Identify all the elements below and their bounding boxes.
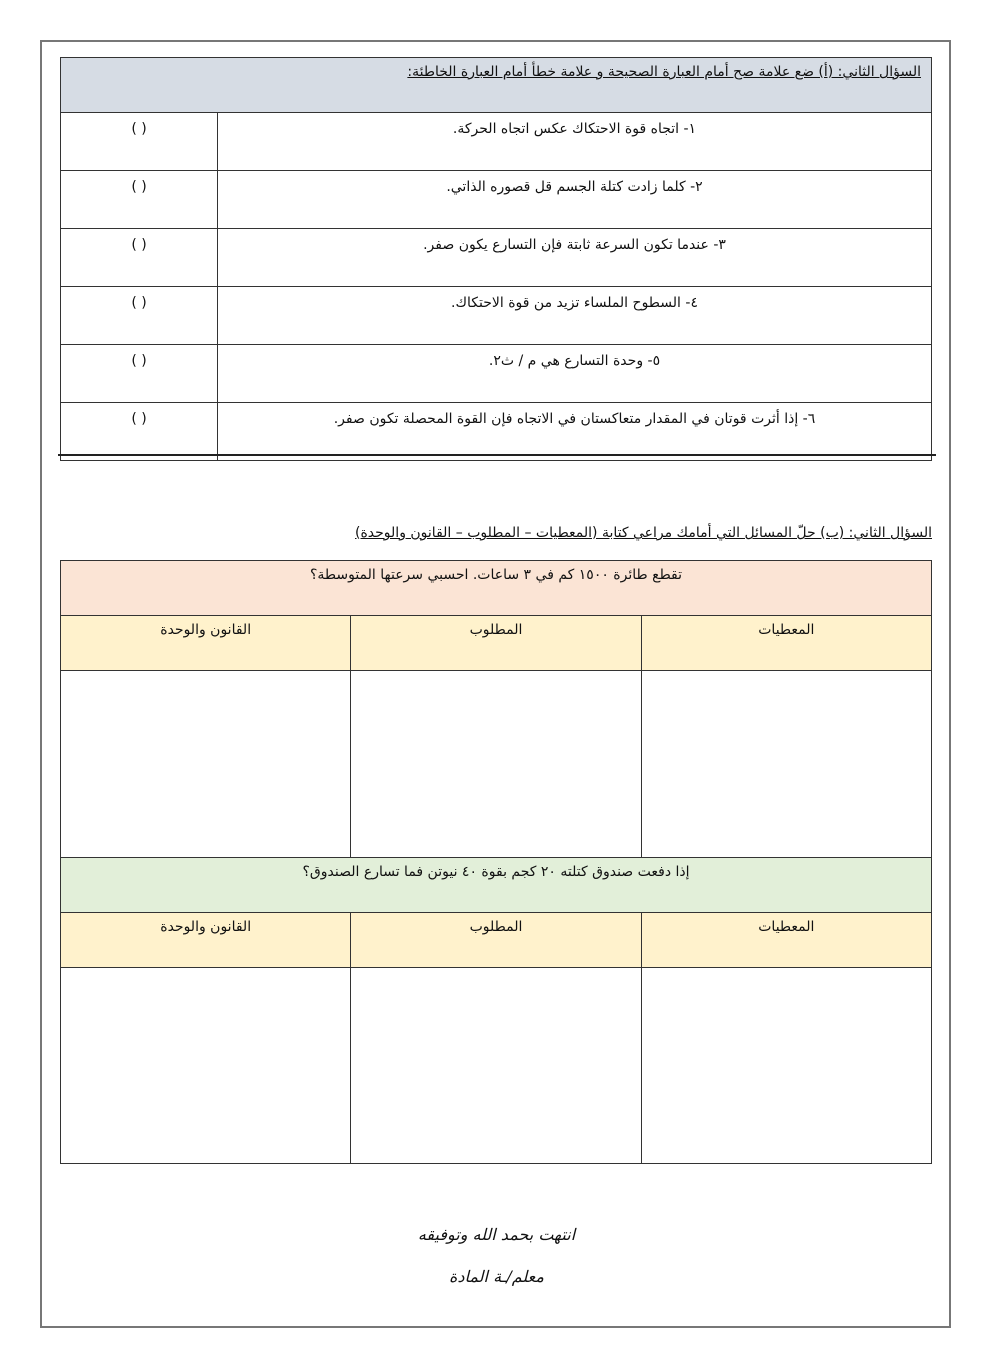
column-given: المعطيات <box>641 913 931 968</box>
answer-blank[interactable]: ( ) <box>61 403 218 461</box>
statement-row <box>61 229 932 287</box>
statement-text: ٢- كلما زادت كتلة الجسم قل قصوره الذاتي. <box>218 171 932 229</box>
statement-row <box>61 345 932 403</box>
column-required: المطلوب <box>351 616 641 671</box>
statement-text: ٤- السطوح الملساء تزيد من قوة الاحتكاك. <box>218 287 932 345</box>
statement-row <box>61 287 932 345</box>
true-false-table <box>60 57 932 461</box>
answer-blank[interactable]: ( ) <box>61 113 218 171</box>
answer-law-unit[interactable] <box>61 968 351 1164</box>
statement-row <box>61 171 932 229</box>
column-law-unit: القانون والوحدة <box>61 913 351 968</box>
teacher-line: معلم/ـة المادة <box>449 1267 544 1286</box>
column-required: المطلوب <box>351 913 641 968</box>
answer-required[interactable] <box>351 968 641 1164</box>
answer-law-unit[interactable] <box>61 671 351 867</box>
answer-blank[interactable]: ( ) <box>61 171 218 229</box>
problem-text: إذا دفعت صندوق كتلته ٢٠ كجم بقوة ٤٠ نيوتن فما تسارع الصندوق؟ <box>61 858 932 913</box>
part-b-title: السؤال الثاني: (ب) حلّ المسائل التي أمامك مراعي كتابة (المعطيات – المطلوب – القانون والوحدة) <box>355 525 932 541</box>
problem-table-1 <box>60 560 932 867</box>
statement-text: ٦- إذا أثرت قوتان في المقدار متعاكستان في الاتجاه فإن القوة المحصلة تكون صفر. <box>218 403 932 461</box>
statement-row <box>61 113 932 171</box>
answer-blank[interactable]: ( ) <box>61 287 218 345</box>
answer-blank[interactable]: ( ) <box>61 345 218 403</box>
column-given: المعطيات <box>641 616 931 671</box>
column-law-unit: القانون والوحدة <box>61 616 351 671</box>
section-divider <box>58 454 936 456</box>
answer-blank[interactable]: ( ) <box>61 229 218 287</box>
statement-text: ٣- عندما تكون السرعة ثابتة فإن التسارع يكون صفر. <box>218 229 932 287</box>
statement-text: ١- اتجاه قوة الاحتكاك عكس اتجاه الحركة. <box>218 113 932 171</box>
problem-table-2 <box>60 857 932 1164</box>
answer-given[interactable] <box>641 671 931 867</box>
statement-text: ٥- وحدة التسارع هي م / ث٢. <box>218 345 932 403</box>
closing-line: انتهت بحمد الله وتوفيقه <box>417 1225 576 1244</box>
part-a-title: السؤال الثاني: (أ) ضع علامة صح أمام العبارة الصحيحة و علامة خطأ أمام العبارة الخاطئة: <box>61 58 932 113</box>
statement-row <box>61 403 932 461</box>
problem-text: تقطع طائرة ١٥٠٠ كم في ٣ ساعات. احسبي سرعتها المتوسطة؟ <box>61 561 932 616</box>
answer-given[interactable] <box>641 968 931 1164</box>
answer-required[interactable] <box>351 671 641 867</box>
